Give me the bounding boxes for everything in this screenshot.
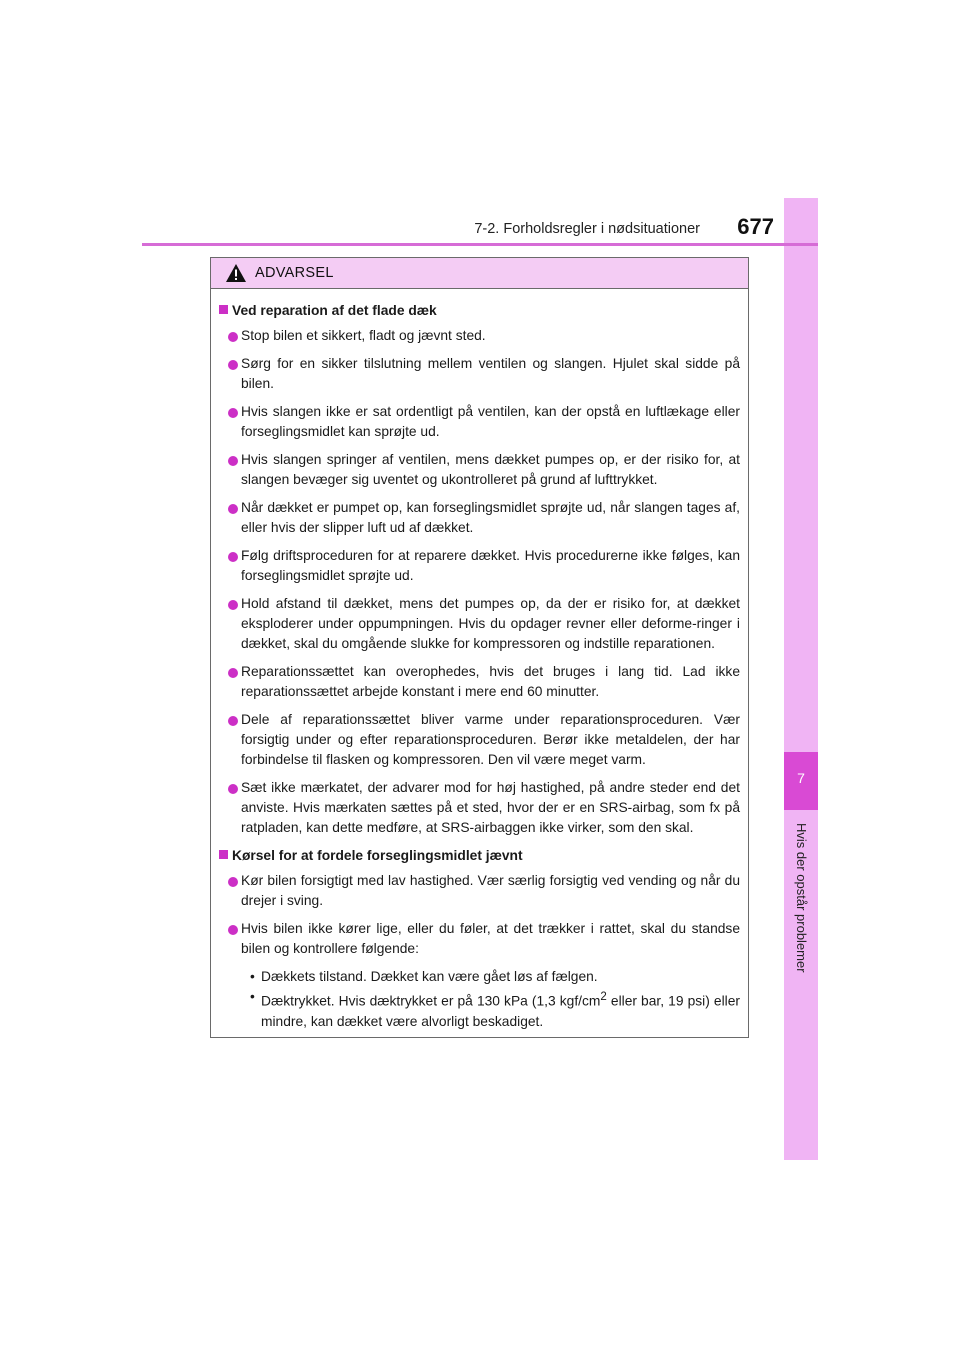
square-bullet-icon bbox=[219, 305, 228, 314]
list-item: Reparationssættet kan overophedes, hvis det bruges i lang tid. Lad ikke reparationssættet arbejde konstant i mere end 60 minutter. bbox=[219, 662, 740, 702]
round-bullet-icon bbox=[228, 716, 238, 726]
list-item: Dele af reparationssættet bliver varme under reparationsproceduren. Vær forsigtig under og efter reparationsproceduren. Berør ikke metaldelen, der har forbindelse til flasken og kompressoren. Den vil være meget varm. bbox=[219, 710, 740, 770]
warning-box bbox=[210, 257, 749, 1038]
header-rule bbox=[142, 243, 818, 246]
warning-title: ADVARSEL bbox=[255, 265, 334, 281]
page-number: 677 bbox=[737, 214, 774, 239]
chapter-side-tab bbox=[784, 198, 818, 1160]
sub-list bbox=[219, 967, 740, 1032]
square-bullet-icon bbox=[219, 850, 228, 859]
round-bullet-icon bbox=[228, 360, 238, 370]
round-bullet-icon bbox=[228, 600, 238, 610]
warning-triangle-icon bbox=[225, 263, 247, 283]
section-title: 7-2. Forholdsregler i nødsituationer bbox=[474, 221, 700, 237]
round-bullet-icon bbox=[228, 456, 238, 466]
round-bullet-icon bbox=[228, 668, 238, 678]
list-item: Følg driftsproceduren for at reparere dækket. Hvis procedurerne ikke følges, kan forseglingsmidlet sprøjte ud. bbox=[219, 546, 740, 586]
list-item: Når dækket er pumpet op, kan forseglingsmidlet sprøjte ud, når slangen tages af, eller hvis der slipper luft ud af dækket. bbox=[219, 498, 740, 538]
round-bullet-icon bbox=[228, 925, 238, 935]
round-bullet-icon bbox=[228, 332, 238, 342]
small-bullet-icon: • bbox=[250, 969, 255, 984]
warning-header bbox=[211, 258, 748, 289]
list-item: Sørg for en sikker tilslutning mellem ventilen og slangen. Hjulet skal sidde på bilen. bbox=[219, 354, 740, 394]
list-item: Hvis slangen springer af ventilen, mens dækket pumpes op, er der risiko for, at slangen bevæger sig uventet og ukontrolleret på grund af lufttrykket. bbox=[219, 450, 740, 490]
warning-body bbox=[211, 289, 748, 1032]
round-bullet-icon bbox=[228, 552, 238, 562]
chapter-number: 7 bbox=[797, 770, 805, 786]
list-item: Sæt ikke mærkatet, der advarer mod for høj hastighed, på andre steder end det anviste. Hvis mærkaten sættes på et sted, hvor der er en SRS-airbag, som fx på ratpladen, kan dette medføre, at SRS-airbaggen ikke virker, som den skal. bbox=[219, 778, 740, 838]
round-bullet-icon bbox=[228, 784, 238, 794]
chapter-title: Hvis der opstår problemer bbox=[794, 823, 809, 973]
list-item: Hvis slangen ikke er sat ordentligt på ventilen, kan der opstå en luftlækage eller forseglingsmidlet kan sprøjte ud. bbox=[219, 402, 740, 442]
sub-list-item: • Dækkets tilstand. Dækket kan være gået løs af fælgen. bbox=[219, 967, 740, 987]
sub-list-item: • Dæktrykket. Hvis dæktrykket er på 130 kPa (1,3 kgf/$cm^2$ eller bar, 19 psi) eller mindre, kan dækket være alvorligt beskadiget. bbox=[250, 989, 740, 1029]
round-bullet-icon bbox=[228, 408, 238, 418]
list-item: Hold afstand til dækket, mens det pumpes op, da der er risiko for, at dækket eksploderer under oppumpningen. Hvis du opdager revner eller deforme-ringer i dækket, skal du omgående slukke for kompressoren og indstille reparationen. bbox=[219, 594, 740, 654]
list-item: Kør bilen forsigtigt med lav hastighed. Vær særlig forsigtig ved vending og når du drejer i sving. bbox=[219, 871, 740, 911]
list-item: Stop bilen et sikkert, fladt og jævnt sted. bbox=[219, 326, 740, 346]
round-bullet-icon bbox=[228, 877, 238, 887]
section-heading-driving: Kørsel for at fordele forseglingsmidlet jævnt bbox=[219, 846, 740, 865]
list-item: Hvis bilen ikke kører lige, eller du føler, at det trækker i rattet, skal du standse bilen og kontrollere følgende: bbox=[219, 919, 740, 959]
section-heading-repair: Ved reparation af det flade dæk bbox=[219, 301, 740, 320]
small-bullet-icon: • bbox=[250, 989, 255, 1004]
round-bullet-icon bbox=[228, 504, 238, 514]
